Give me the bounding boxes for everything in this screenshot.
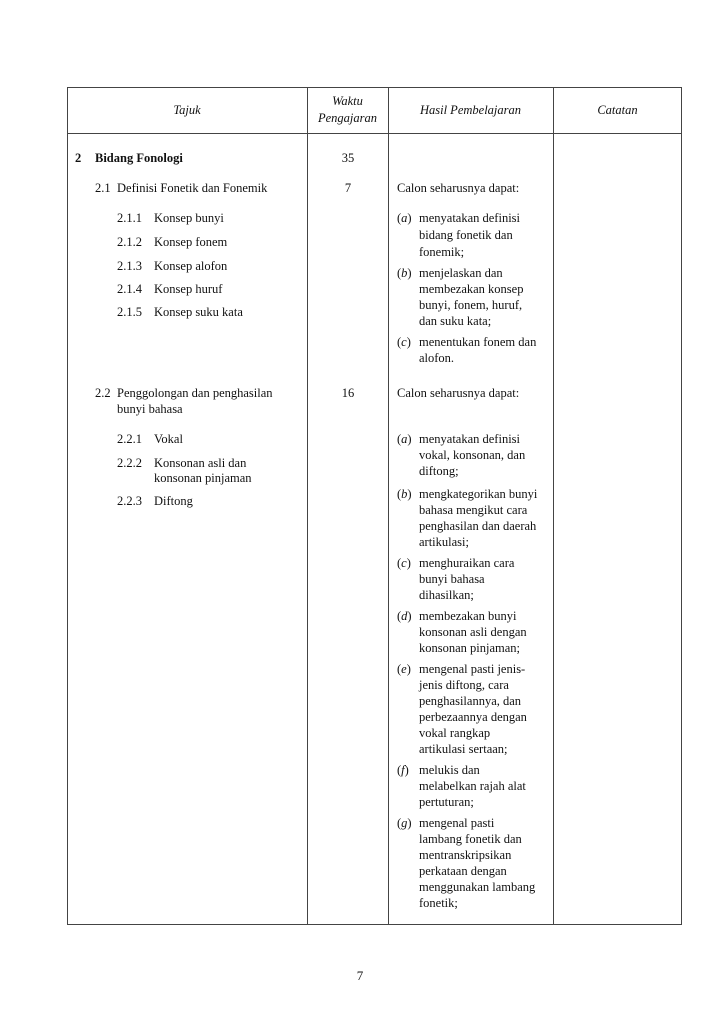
topic-number: 2.2.2 — [117, 456, 142, 470]
outcome-line: perkataan dengan — [419, 864, 507, 878]
outcome-line: diftong; — [419, 464, 459, 478]
outcome-line: mengenal pasti jenis- — [419, 662, 526, 676]
topic-text: konsonan pinjaman — [154, 471, 252, 485]
outcome-label: (f) — [397, 763, 409, 777]
outcome-line: alofon. — [419, 351, 455, 365]
subsection-title-line2: bunyi bahasa — [117, 402, 183, 416]
outcome-label: (c) — [397, 556, 411, 570]
outcome-label: (a) — [397, 211, 412, 225]
topic-number: 2.1.1 — [117, 211, 142, 225]
section-title: Bidang Fonologi — [95, 151, 183, 165]
header-waktu-line1: Waktu — [332, 94, 363, 108]
outcome-line: mengenal pasti — [419, 816, 495, 830]
outcome-label: (b) — [397, 266, 412, 280]
topic-text: Vokal — [154, 432, 183, 446]
outcome-line: pertuturan; — [419, 795, 474, 809]
header-hasil-pembelajaran: Hasil Pembelajaran — [419, 103, 522, 117]
section-number: 2 — [75, 151, 82, 165]
outcome-line: fonetik; — [419, 896, 458, 910]
header-catatan: Catatan — [597, 103, 638, 117]
outcome-label: (a) — [397, 432, 412, 446]
section-hours: 35 — [341, 151, 355, 165]
outcome-line: melukis dan — [419, 763, 480, 777]
outcome-line: artikulasi sertaan; — [419, 742, 508, 756]
subsection-title: Definisi Fonetik dan Fonemik — [117, 181, 268, 195]
outcome-line: lambang fonetik dan — [419, 832, 522, 846]
outcome-intro: Calon seharusnya dapat: — [397, 386, 520, 400]
column-divider-hasil — [388, 87, 389, 925]
subsection-title-line1: Penggolongan dan penghasilan — [117, 386, 273, 400]
outcome-line: perbezaannya dengan — [419, 710, 527, 724]
topic-number: 2.2.1 — [117, 432, 142, 446]
topic-number: 2.2.3 — [117, 494, 142, 508]
outcome-label: (b) — [397, 487, 412, 501]
outcome-line: bunyi, fonem, huruf, — [419, 298, 523, 312]
outcome-line: menjelaskan dan — [419, 266, 503, 280]
header-waktu-line2: Pengajaran — [317, 111, 378, 125]
outcome-line: artikulasi; — [419, 535, 469, 549]
outcome-intro: Calon seharusnya dapat: — [397, 181, 520, 195]
topic-text: Konsep bunyi — [154, 211, 224, 225]
topic-text: Konsonan asli dan — [154, 456, 247, 470]
topic-text: Konsep alofon — [154, 259, 228, 273]
outcome-line: menentukan fonem dan — [419, 335, 537, 349]
outcome-line: bidang fonetik dan — [419, 228, 513, 242]
outcome-line: mengkategorikan bunyi — [419, 487, 538, 501]
column-divider-waktu — [307, 87, 308, 925]
outcome-line: dan suku kata; — [419, 314, 492, 328]
outcome-line: mentranskripsikan — [419, 848, 512, 862]
outcome-label: (c) — [397, 335, 411, 349]
header-divider — [67, 133, 682, 134]
outcome-line: konsonan asli dengan — [419, 625, 527, 639]
topic-number: 2.1.3 — [117, 259, 142, 273]
subsection-number: 2.2 — [95, 386, 111, 400]
topic-number: 2.1.4 — [117, 282, 142, 296]
outcome-line: dihasilkan; — [419, 588, 474, 602]
topic-text: Diftong — [154, 494, 193, 508]
outcome-line: menyatakan definisi — [419, 432, 521, 446]
outcome-line: penghasilannya, dan — [419, 694, 522, 708]
outcome-line: vokal, konsonan, dan — [419, 448, 526, 462]
header-tajuk: Tajuk — [173, 103, 201, 117]
topic-text: Konsep suku kata — [154, 305, 243, 319]
outcome-line: membezakan konsep — [419, 282, 524, 296]
outcome-line: konsonan pinjaman; — [419, 641, 521, 655]
outcome-line: penghasilan dan daerah — [419, 519, 537, 533]
subsection-number: 2.1 — [95, 181, 111, 195]
outcome-line: bahasa mengikut cara — [419, 503, 528, 517]
topic-text: Konsep huruf — [154, 282, 223, 296]
subsection-hours: 16 — [341, 386, 355, 400]
topic-number: 2.1.2 — [117, 235, 142, 249]
outcome-line: menyatakan definisi — [419, 211, 521, 225]
outcome-line: bunyi bahasa — [419, 572, 485, 586]
outcome-line: jenis diftong, cara — [419, 678, 509, 692]
outcome-label: (d) — [397, 609, 412, 623]
outcome-line: membezakan bunyi — [419, 609, 517, 623]
outcome-label: (g) — [397, 816, 412, 830]
outcome-line: vokal rangkap — [419, 726, 491, 740]
page-number: 7 — [356, 968, 364, 983]
subsection-hours: 7 — [344, 181, 352, 195]
outcome-label: (e) — [397, 662, 411, 676]
outcome-line: melabelkan rajah alat — [419, 779, 526, 793]
topic-text: Konsep fonem — [154, 235, 228, 249]
outcome-line: fonemik; — [419, 245, 465, 259]
column-divider-catatan — [553, 87, 554, 925]
topic-number: 2.1.5 — [117, 305, 142, 319]
outcome-line: menggunakan lambang — [419, 880, 536, 894]
outcome-line: menghuraikan cara — [419, 556, 515, 570]
